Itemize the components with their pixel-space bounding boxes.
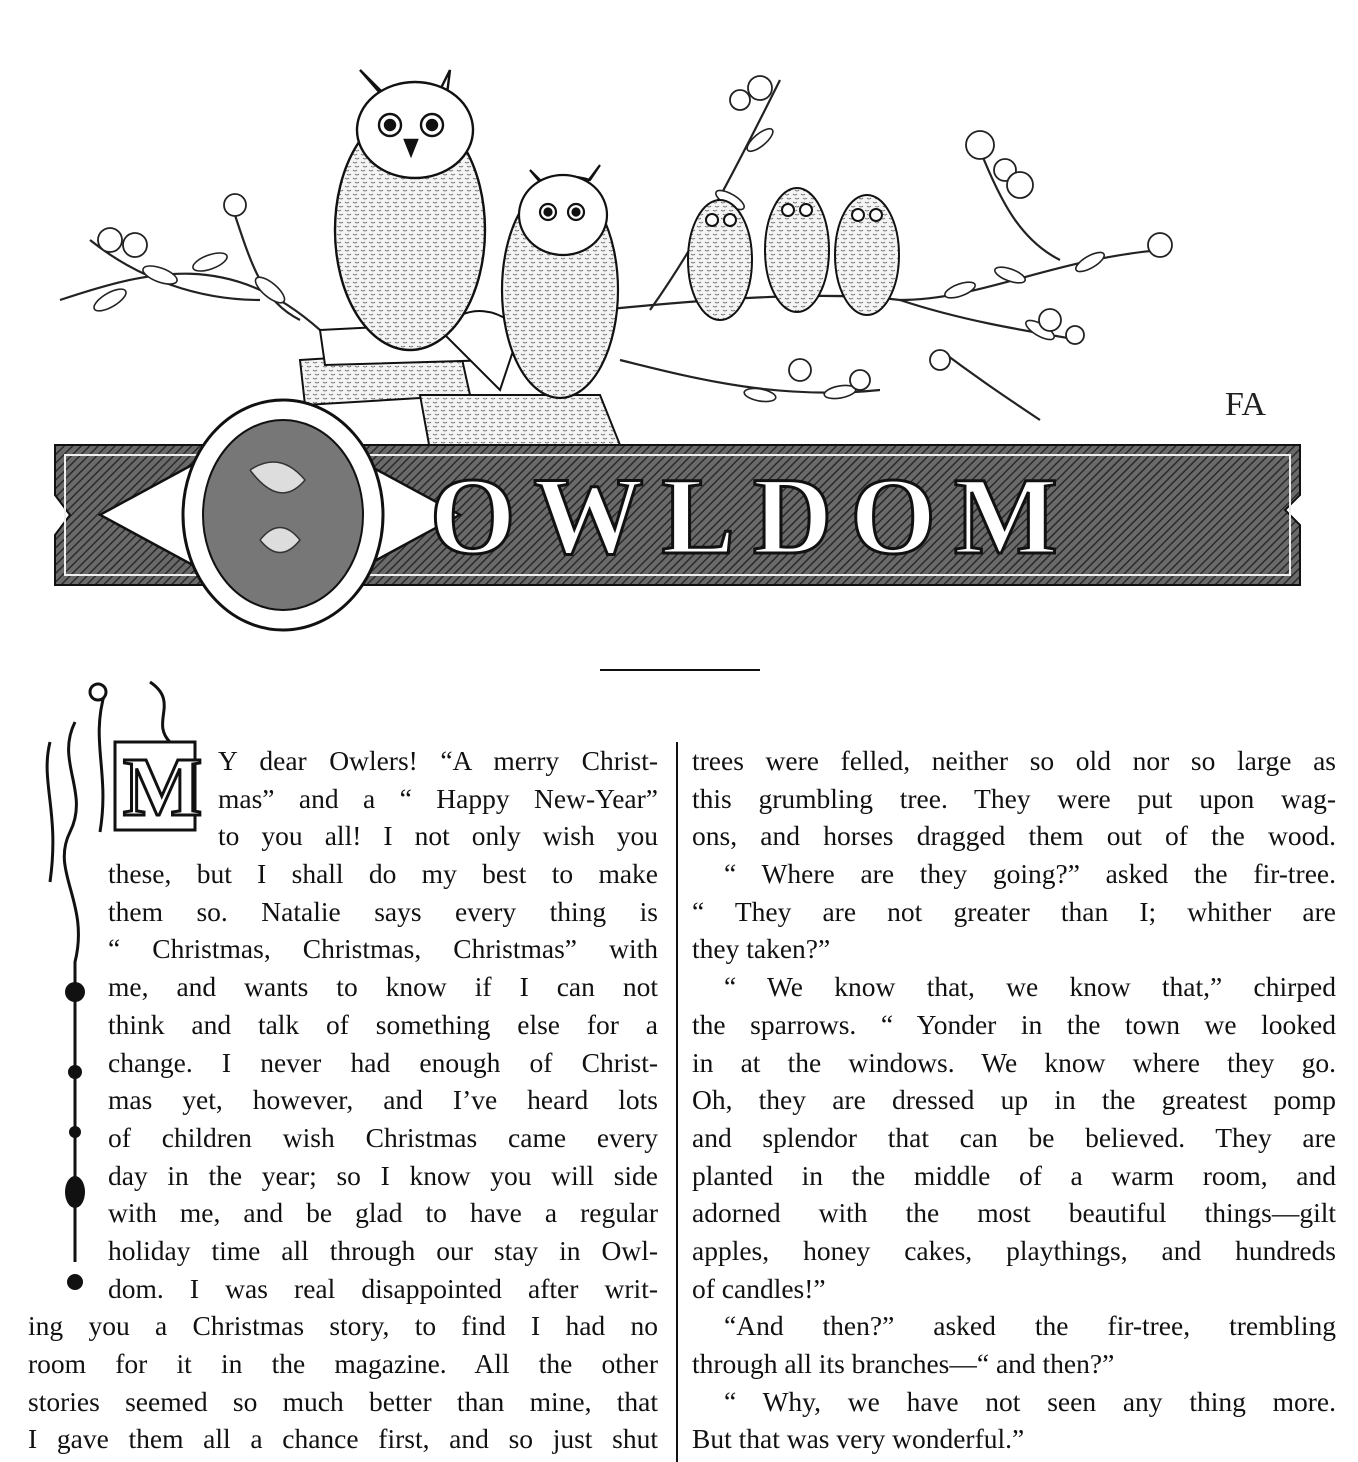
text-line: But that was very wonderful.” [692, 1423, 1025, 1455]
column-divider [676, 742, 678, 1462]
flowers [98, 76, 1172, 390]
text-line: “ Christmas, Christmas, Christmas” with [108, 933, 658, 965]
text-line: “ We know that, we know that,” chirped [724, 971, 1336, 1003]
text-line: and splendor that can be believed. They are [692, 1121, 1336, 1153]
text-line: of candles!” [692, 1272, 826, 1304]
text-line: ing you a Christmas story, to find I had no [28, 1310, 658, 1342]
owldom-banner [55, 400, 1300, 630]
text-line: mas yet, however, and I’ve heard lots [108, 1084, 658, 1116]
text-line: holiday time all through our stay in Owl- [108, 1234, 658, 1266]
text-line: in at the windows. We know where they go. [692, 1046, 1336, 1078]
text-line: to you all! I not only wish you [218, 820, 658, 852]
text-line: “And then?” asked the fir-tree, trembling [724, 1310, 1336, 1342]
text-line: dom. I was real disappointed after writ- [108, 1272, 658, 1304]
text-line: Oh, they are dressed up in the greatest pomp [692, 1084, 1336, 1116]
owldom-masthead-illustration [0, 0, 1358, 640]
text-line: Y dear Owlers! “A merry Christ- [218, 745, 658, 776]
text-line: through all its branches—“ and then?” [692, 1348, 1115, 1379]
text-line: this grumbling tree. They were put upon wag- [692, 782, 1336, 814]
text-line: with me, and be glad to have a regular [108, 1197, 658, 1229]
text-line: these, but I shall do my best to make [108, 858, 658, 890]
text-line: “ Why, we have not seen any thing more. [724, 1385, 1336, 1417]
text-line: of children wish Christmas came every [108, 1121, 658, 1153]
small-owls [688, 188, 899, 320]
banner-title: OWLDOM [430, 455, 1076, 577]
text-line: apples, honey cakes, playthings, and hundreds [692, 1234, 1336, 1266]
text-line: stories seemed so much better than mine, that [28, 1385, 658, 1417]
text-line: planted in the middle of a warm room, and [692, 1159, 1336, 1191]
text-line: they taken?” [692, 933, 831, 965]
medium-owl [502, 165, 618, 398]
svg-text:M: M [123, 741, 203, 834]
text-line: think and talk of something else for a [108, 1008, 658, 1040]
right-column [692, 742, 1336, 1458]
text-line: them so. Natalie says every thing is [108, 895, 658, 927]
text-line: trees were felled, neither so old nor so large as [692, 745, 1336, 776]
large-owl [335, 70, 485, 350]
text-line: I gave them all a chance first, and so just shut [28, 1423, 658, 1455]
text-line: mas” and a “ Happy New-Year” [218, 782, 658, 814]
text-line: the sparrows. “ Yonder in the town we looked [692, 1008, 1336, 1040]
text-line: adorned with the most beautiful things—gilt [692, 1197, 1336, 1229]
text-line: me, and wants to know if I can not [108, 971, 658, 1003]
text-line: change. I never had enough of Christ- [108, 1046, 658, 1078]
text-line: ons, and horses dragged them out of the wood. [692, 820, 1336, 852]
text-line: “ They are not greater than I; whither are [692, 895, 1336, 927]
text-line: “ Where are they going?” asked the fir-tree. [724, 858, 1336, 890]
text-line: room for it in the magazine. All the other [28, 1348, 658, 1379]
text-line: day in the year; so I know you will side [108, 1159, 658, 1191]
section-rule [600, 669, 760, 671]
left-column [28, 742, 658, 1458]
artist-monogram: FA [1225, 386, 1266, 423]
